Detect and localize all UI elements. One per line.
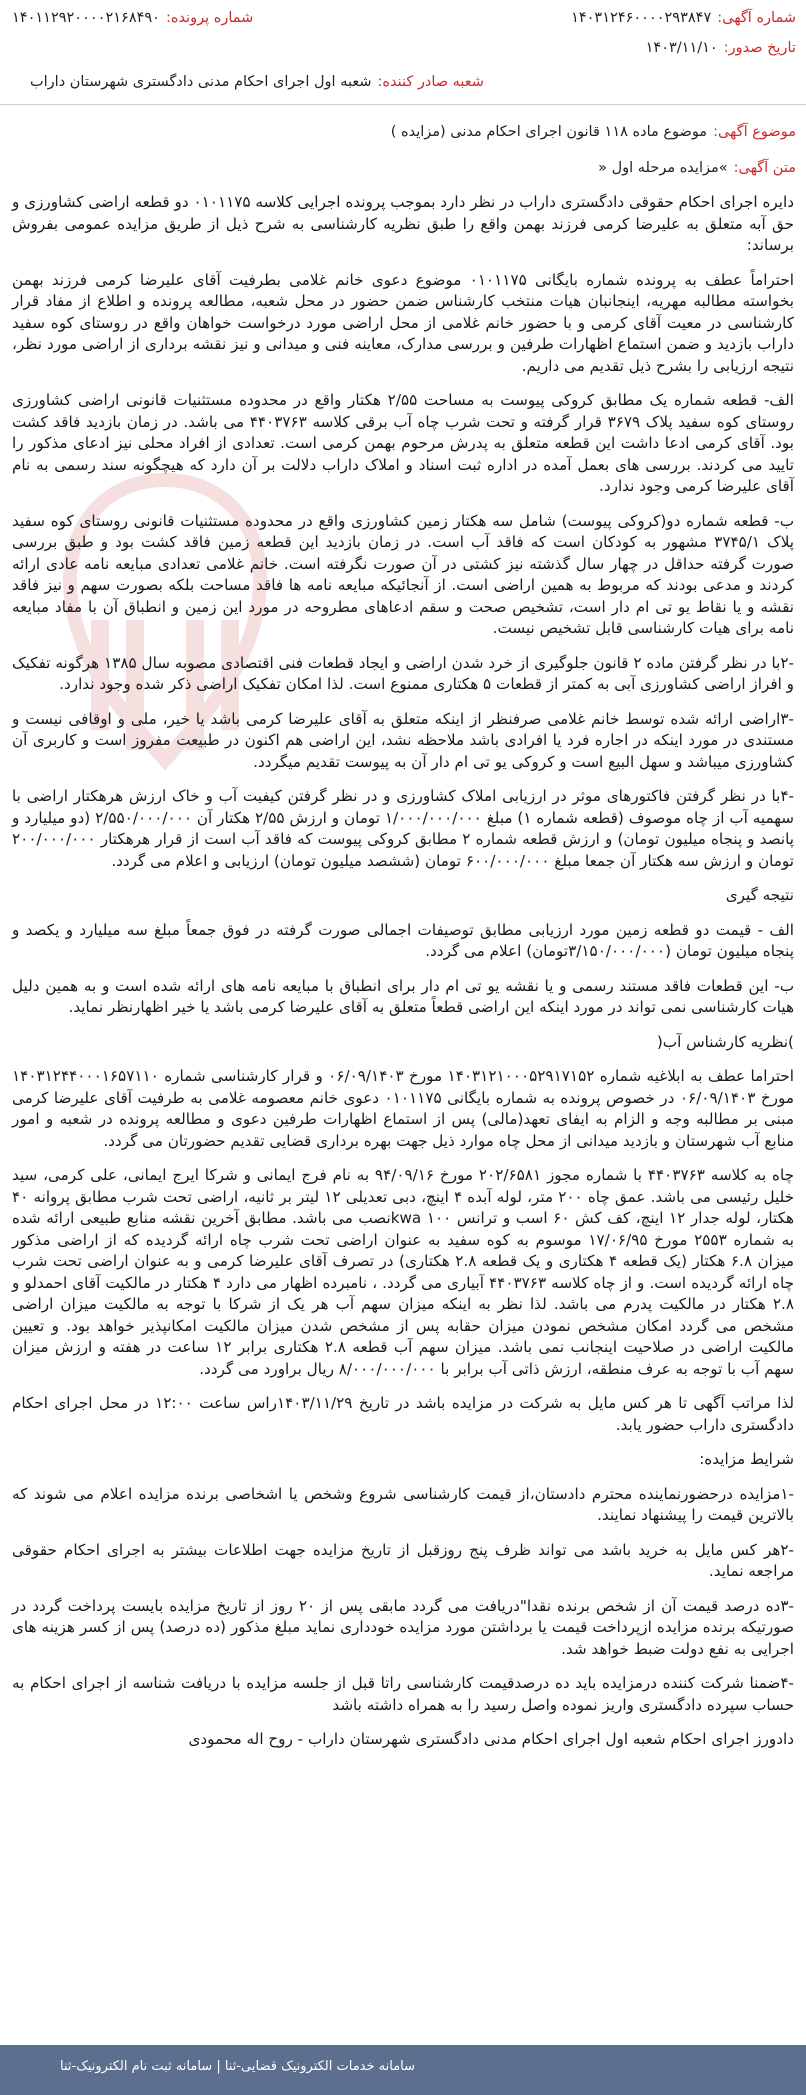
issue-date-value: ۱۴۰۳/۱۱/۱۰ [645, 40, 718, 56]
paragraph-auction-date: لذا مراتب آگهی تا هر کس مایل به شرکت در مزایده باشد در تاریخ ۱۴۰۳/۱۱/۲۹راس ساعت ۱۲:۰۰ در محل اجرای احکام دادگستری داراب حضور یابد. [12, 1394, 795, 1434]
issuing-branch-value: شعبه اول اجرای احکام مدنی دادگستری شهرستان داراب [30, 74, 372, 90]
footer-text: سامانه خدمات الکترونیک قضایی-ثنا | سامانه ثبت نام الکترونیک-ثنا [60, 2059, 416, 2074]
issue-date-label: تاریخ صدور: [723, 40, 796, 56]
footer-bar [0, 2045, 806, 2095]
water-expert-heading: )نظریه کارشناس آب( [656, 1032, 794, 1051]
condition-4: -۴ضمنا شرکت کننده درمزایده باید ده درصدقیمت کارشناسی راتا قبل از جلسه مزایده با دریافت شناسه از اجرای احکام به حساب سپرده دادگستری واریز نموده واصل رسید را به همراه داشته باشد [12, 1674, 794, 1714]
issuing-branch-label: شعبه صادر کننده: [377, 74, 484, 90]
case-number-value: ۱۴۰۱۱۲۹۲۰۰۰۰۲۱۶۸۴۹۰ [12, 10, 160, 26]
paragraph-conclusion-b: ب- این قطعات فاقد مستند رسمی و یا نقشه یو تی ام دار برای انطباق با مبایعه نامه های ارائه شده است و به همین دلیل هیات کارشناسی نمی تواند در مورد اینکه این اراضی قطعاً متعلق به آقای علیرضا کرمی باشد یا خیر اظهارنظر نماید. [12, 976, 794, 1016]
issuing-branch-row [30, 72, 484, 92]
auction-stage-title: »مزایده مرحله اول « [598, 160, 728, 176]
subject-row [391, 122, 796, 142]
notice-body [12, 192, 794, 1764]
text-title-row [598, 158, 796, 178]
subject-value: موضوع ماده ۱۱۸ قانون اجرای احکام مدنی (مزایده ) [390, 124, 708, 140]
condition-3: -۳ده درصد قیمت آن از شخص برنده نقدا"دریافت می گردد مابقی پس از ۲۰ روز از تاریخ مزایده بایست پرداخت گردد در صورتیکه برنده مزایده ازپرداخت قیمت یا برداشتن مورد مزایده خودداری نماید مبلغ مذکور (ده درصد) پس از کسر هزینه های اجرایی به نفع دولت ضبط خواهد شد. [12, 1596, 794, 1658]
paragraph-plot-two: ب- قطعه شماره دو(کروکی پیوست) شامل سه هکتار زمین کشاورزی واقع در محدوده مستثنیات قانونی روستای کوه سفید پلاک ۳۷۴۵/۱ مشهور به کودکان است که فاقد آب است. در زمان بازدید این قطعه زمین فاقد کشت بود و طبق بررسی صورت گرفته حداقل در چهار سال گذشته نیز کشتی در آن صورت نگرفته است. خانم غلامی تعدادی مبایعه نامه عادی ارائه کردند و مدعی بودند که مربوط به همین اراضی است. از آنجائیکه مبایعه نامه ها فاقد مساحت بلکه بصورت سهم و نیز فاقد نقشه و یا نقاط یو تی ام دار است، تشخیص صحت و سقم ادعاهای مطروحه در مورد این زمین و انطباق آن با مفاد مبایعه نامه برای هیات کارشناسی قابل تشخیص نیست. [12, 511, 794, 637]
issue-date-row [646, 38, 796, 58]
case-number-label: شماره پرونده: [165, 10, 254, 26]
paragraph-item-4: -۴با در نظر گرفتن فاکتورهای موثر در ارزیابی املاک کشاورزی و در نظر گرفتن کیفیت آب و خاک ارزش هرهکتار اراضی با سهمیه آب از چاه موصوف (قطعه شماره ۱) مبلغ ۱/۰۰۰/۰۰۰/۰۰۰ تومان و ارزش ۲/۵۵ هکتار آن ۲/۵۵۰/۰۰۰/۰۰۰ (دو میلیارد و پانصد و پنجاه میلیون تومان) و ارزش قطعه شماره ۲ مطابق کروکی پیوست که فاقد آب است از قرار هرهکتار ۲۰۰/۰۰۰/۰۰۰ تومان و ارزش سه هکتار آن جمعا مبلغ ۶۰۰/۰۰۰/۰۰۰ تومان (ششصد میلیون تومان) ارزیابی و اعلام می گردد. [12, 787, 795, 870]
signature-line: دادورز اجرای احکام شعبه اول اجرای احکام مدنی دادگستری شهرستان داراب - روح اله محمودی [188, 1730, 794, 1748]
text-label: متن آگهی: [733, 160, 796, 176]
conclusion-heading: نتیجه گیری [725, 886, 794, 904]
condition-1: -۱مزایده درحضورنماینده محترم دادستان،از قیمت کارشناسی شروع وشخص یا اشخاصی برنده مزایده اعلام می شوند که بالاترین قیمت را پیشنهاد نمایند. [12, 1484, 794, 1524]
ad-number-label: شماره آگهی: [717, 10, 796, 26]
paragraph-plot-one: الف- قطعه شماره یک مطابق کروکی پیوست به مساحت ۲/۵۵ هکتار واقع در محدوده مستثنیات قانونی اراضی کشاورزی روستای کوه سفید پلاک ۳۶۷۹ قرار گرفته و تحت شرب چاه آب برقی کلاسه ۴۴۰۳۷۶۳ می باشد. در زمان بازدید فاقد کشت بود. آقای کرمی ادعا داشت این قطعه متعلق به پدرش مرحوم بهمن کرمی است. تعدادی از افراد محلی نیز ادعای مذکور را تایید می کردند. بررسی های بعمل آمده در اداره ثبت اسناد و املاک داراب دلالت بر آن دارد که هیچگونه سند رسمی به نام آقای علیرضا کرمی وجود ندارد. [12, 391, 794, 495]
subject-label: موضوع آگهی: [713, 124, 796, 140]
paragraph-item-2: -۲با در نظر گرفتن ماده ۲ قانون جلوگیری از خرد شدن اراضی و ایجاد قطعات فنی اقتصادی مصوبه سال ۱۳۸۵ هرگونه تفکیک و افراز اراضی کشاورزی آبی به کمتر از قطعات ۵ هکتاری ممنوع است. لذا امکان تفکیک اراضی ذکر شده وجود ندارد. [12, 653, 794, 693]
condition-2: -۲هر کس مایل به خرید باشد می تواند ظرف پنج روزقبل از تاریخ مزایده جهت اطلاعات بیشتر به اجرای احکام حقوقی مراجعه نماید. [12, 1540, 794, 1580]
paragraph-intro: دایره اجرای احکام حقوقی دادگستری داراب در نظر دارد بموجب پرونده اجرایی کلاسه ۰۱۰۱۱۷۵ دو قطعه اراضی کشاورزی و حق آبه متعلق به علیرضا کرمی فرزند بهمن واقع را طبق نظریه کارشناسی به شرح ذیل از طریق مزایده عمومی بفروش برساند: [12, 193, 794, 254]
conditions-heading: شرایط مزایده: [699, 1450, 794, 1468]
ad-number-row [571, 8, 796, 28]
ad-number-value: ۱۴۰۳۱۲۴۶۰۰۰۰۲۹۳۸۴۷ [571, 10, 712, 26]
paragraph-item-3: -۳اراضی ارائه شده توسط خانم غلامی صرفنظر از اینکه متعلق به آقای علیرضا کرمی باشد یا خیر، ملی و اوقافی نیست و مستندی در مورد اینکه در اجاره فرد یا افرادی باشد ملاحظه نشد، این اراضی هم اکنون در طبیعت مفروز است و کاربری آن کشاورزی میباشد و سهل البیع است و کروکی یو تی ام دار آن به پیوست تقدیم میگردد. [12, 709, 794, 771]
paragraph-water-expert: احتراما عطف به ابلاغیه شماره ۱۴۰۳۱۲۱۰۰۰۵۲۹۱۷۱۵۲ مورخ ۰۶/۰۹/۱۴۰۳ و قرار کارشناسی شماره ۱۴۰۳۱۲۴۴۰۰۰۱۶۵۷۱۱۰ مورخ ۰۶/۰۹/۱۴۰۳ در خصوص پرونده به شماره بایگانی ۰۱۰۱۱۷۵ دعوی خانم معصومه غلامی به طرفیت آقای علیرضا کرمی مبنی بر مطالبه وجه و الزام به ایفای تعهد(مالی) پس از استماع اظهارات طرفین دعوی و مطالعه پرونده در شعبه و امور منابع آب شهرستان و بازدید میدانی از محل چاه موارد ذیل جهت بهره برداری قضایی تقدیم حضورتان می گردد. [12, 1067, 795, 1150]
paragraph-well-details: چاه به کلاسه ۴۴۰۳۷۶۳ با شماره مجوز ۲۰۲/۶۵۸۱ مورخ ۹۴/۰۹/۱۶ به نام فرج ایمانی و شرکا ایرج ایمانی، علی کرمی، سید خلیل رئیسی می باشد. عمق چاه ۲۰۰ متر، لوله آبده ۴ اینچ، دبی تعدیلی ۱۲ لیتر بر ثانیه، اراضی تحت شرب مطابق پروانه ۴۰ هکتار، لوله جدار ۱۲ اینچ، کف کش ۶۰ اسب و ترانس ۱۰۰ kwaنصب می باشد. مطابق آخرین نقشه منابع طبیعی ارائه شده به شماره ۲۵۵۳ مورخ ۱۷/۰۶/۹۵ موسوم به کوه سفید به عنوان اراضی تحت شرب چاه ارائه گردیده که از اراضی مذکور میزان ۶.۸ هکتار (یک قطعه ۴ هکتاری و یک قطعه ۲.۸ هکتاری) در تصرف آقای علیرضا کرمی و به عنوان اراضی تحت شرب چاه ارائه گردیده است. و از چاه کلاسه ۴۴۰۳۷۶۳ آبیاری می گردد. ، نامبرده اظهار می دارد ۴ هکتار در مالکیت آقای احمدلو و ۲.۸ هکتار در مالکیت پدرم می باشد. لذا نظر به اینکه میزان سهم آب هر یک از شرکا با توجه به مالکیت میزان اراضی مشخص می گردد امکان مشخص نمودن میزان حقابه پس از مشخص شدن میزان مالکیت امکانپذیر خواهد بود. و تعیین مالکیت اراضی در صلاحیت اینجانب نمی باشد. میزان سهم آب قطعه ۲.۸ هکتاری برابر ۱۲ ساعت در هفته و ارزش میزان سهم آب با توجه به عرف منطقه، ارزش ذاتی آب برابر با ۸/۰۰۰/۰۰۰/۰۰۰ ریال براورد می گردد. [12, 1166, 795, 1378]
paragraph-expert-report: احتراماً عطف به پرونده شماره بایگانی ۰۱۰۱۱۷۵ موضوع دعوی خانم غلامی بطرفیت آقای علیرضا کرمی فرزند بهمن بخواسته مطالبه مهریه، اینجانبان هیات منتخب کارشناس ضمن حضور در محل شعبه، مطالعه پرونده و اطلاع از مفاد قرار کارشناسی در معیت آقای کرمی و با حضور خانم غلامی از محل اراضی مورد درخواست خواهان واقع در روستای کوه سفید داراب بازدید و ضمن استماع اظهارات طرفین و بررسی مدارک، معاینه فنی و میدانی و نیز نقشه برداری از اراضی مورد نظر، نتیجه ارزیابی را بشرح ذیل تقدیم می داریم. [12, 270, 795, 375]
case-number-row [12, 8, 253, 28]
paragraph-conclusion-a: الف - قیمت دو قطعه زمین مورد ارزیابی مطابق توصیفات اجمالی صورت گرفته در فوق جمعاً مبلغ سه میلیارد و یکصد و پنجاه میلیون تومان (۳/۱۵۰/۰۰۰/۰۰۰تومان) اعلام می گردد. [12, 920, 794, 960]
notice-header [0, 0, 806, 105]
